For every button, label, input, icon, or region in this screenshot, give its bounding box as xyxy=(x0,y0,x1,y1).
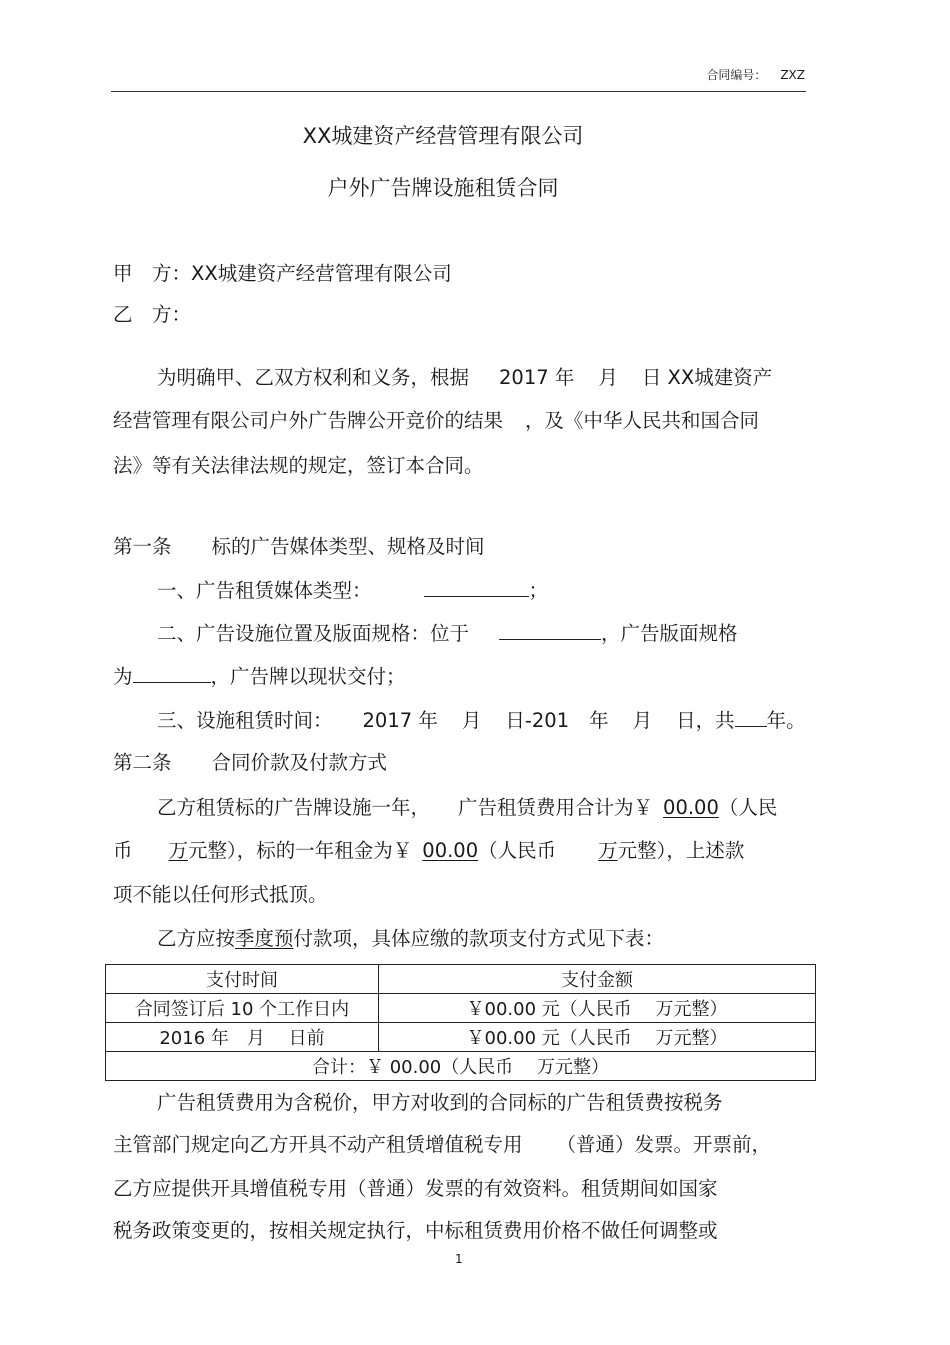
article-title: 标的广告媒体类型、规格及时间 xyxy=(211,535,485,558)
item-text: ，广告版面规格 xyxy=(601,622,738,645)
preamble-year: 2017 年 xyxy=(499,366,575,389)
lease-end-month: 月 xyxy=(632,709,653,732)
para-text: 乙方租赁标的广告牌设施一年， xyxy=(157,796,431,819)
para-text: 币 xyxy=(113,839,133,862)
page-number: 1 xyxy=(455,1252,463,1266)
item-end: 年。 xyxy=(766,709,806,732)
article-2-para-4 xyxy=(157,923,664,951)
contract-number-label: 合同编号： xyxy=(706,68,767,82)
table-row xyxy=(106,1023,816,1052)
preamble-line-1 xyxy=(157,362,772,390)
article-1-item-2-cont xyxy=(113,661,406,689)
table-cell: 2016 年 月 日前 xyxy=(106,1023,379,1052)
party-b xyxy=(113,299,191,327)
article-2-para-2 xyxy=(113,835,744,863)
para-text: 元整），上述款 xyxy=(617,839,745,862)
article-title: 合同价款及付款方式 xyxy=(211,751,388,774)
table-cell: ￥00.00 元（人民币 万元整） xyxy=(379,1023,816,1052)
para-text: 万 xyxy=(598,839,618,862)
table-header-row xyxy=(106,965,816,994)
para-text: （普通）发票。开票前， xyxy=(556,1133,772,1156)
para-text: （人民 xyxy=(718,796,778,819)
payment-table xyxy=(105,964,816,1081)
total-amount: 00.00 xyxy=(663,796,719,819)
item-label: 一、广告租赁媒体类型： xyxy=(157,579,372,602)
article-1-item-2 xyxy=(157,618,738,646)
lease-start-month: 月 xyxy=(461,709,482,732)
preamble-line-3: 法》等有关法律法规的规定，签订本合同。 xyxy=(113,454,484,477)
tax-line-1: 广告租赁费用为含税价，甲方对收到的合同标的广告租赁费按税务 xyxy=(157,1091,723,1114)
blank-media-type xyxy=(424,576,529,597)
total-cell: 合计：￥ 00.00（人民币 万元整） xyxy=(106,1052,816,1081)
party-a-label: 甲 方： xyxy=(113,262,192,285)
article-number: 第一条 xyxy=(113,535,172,558)
lease-end-year-unit: 年 xyxy=(589,709,609,732)
item-text: 为 xyxy=(113,665,133,688)
article-2-para-1 xyxy=(157,792,777,820)
blank-location xyxy=(499,619,601,640)
item-label: 三、设施租赁时间： xyxy=(157,709,333,732)
article-number: 第二条 xyxy=(113,751,172,774)
party-b-label: 乙 方： xyxy=(113,303,192,326)
tax-line-4: 税务政策变更的，按相关规定执行，中标租赁费用价格不做任何调整或 xyxy=(113,1219,718,1242)
table-cell: ￥00.00 元（人民币 万元整） xyxy=(379,994,816,1023)
article-1-heading xyxy=(113,531,485,559)
item-text: ，广告牌以现状交付； xyxy=(210,665,406,688)
preamble-text: 为明确甲、乙双方权利和义务，根据 xyxy=(157,366,470,389)
header-rule xyxy=(111,91,806,92)
contract-number-value: ZXZ xyxy=(780,68,805,82)
item-end: ； xyxy=(528,579,549,602)
header-cell: 支付金额 xyxy=(379,965,816,994)
table-total-row xyxy=(106,1052,816,1081)
header-cell: 支付时间 xyxy=(106,965,379,994)
lease-end-year: 日-201 xyxy=(505,709,570,732)
item-label: 二、广告设施位置及版面规格：位于 xyxy=(157,622,470,645)
preamble-month: 月 xyxy=(598,366,618,389)
para-text: 万 xyxy=(168,839,189,862)
para-text: 广告租赁费用合计为￥ xyxy=(458,796,654,819)
para-text: 元整），标的一年租金为￥ xyxy=(188,839,413,862)
article-1-item-3 xyxy=(157,705,806,733)
para-text: （人民币 xyxy=(478,839,557,862)
annual-rent-amount: 00.00 xyxy=(422,839,479,862)
para-text: 付款项，具体应缴的款项支付方式见下表： xyxy=(293,927,665,950)
para-text: 乙方应按 xyxy=(157,927,236,950)
preamble-text: ，及《中华人民共和国合同 xyxy=(525,409,760,432)
company-title: XX城建资产经营管理有限公司 xyxy=(302,124,584,148)
para-text: 预 xyxy=(274,927,294,950)
article-2-para-3: 项不能以任何形式抵顶。 xyxy=(113,883,328,906)
payment-period: 季度 xyxy=(235,927,275,950)
article-2-heading xyxy=(113,747,387,775)
contract-number xyxy=(706,66,805,83)
tax-line-2 xyxy=(113,1129,771,1157)
para-text: 主管部门规定向乙方开具不动产租赁增值税专用 xyxy=(113,1133,523,1156)
article-1-item-1 xyxy=(157,575,548,603)
table-row xyxy=(106,994,816,1023)
contract-title: 户外广告牌设施租赁合同 xyxy=(327,176,559,200)
lease-start-year: 2017 年 xyxy=(362,709,438,732)
preamble-text: 经营管理有限公司户外广告牌公开竞价的结果 xyxy=(113,409,504,432)
preamble-line-2 xyxy=(113,405,759,433)
blank-size xyxy=(133,662,211,683)
party-a xyxy=(113,258,452,286)
lease-end-day: 日，共 xyxy=(676,709,735,732)
tax-line-3: 乙方应提供开具增值税专用（普通）发票的有效资料。租赁期间如国家 xyxy=(113,1177,718,1200)
preamble-day: 日 XX城建资产 xyxy=(641,366,773,389)
table-cell: 合同签订后 10 个工作日内 xyxy=(106,994,379,1023)
blank-years xyxy=(735,706,767,727)
party-a-name: XX城建资产经营管理有限公司 xyxy=(191,262,452,285)
